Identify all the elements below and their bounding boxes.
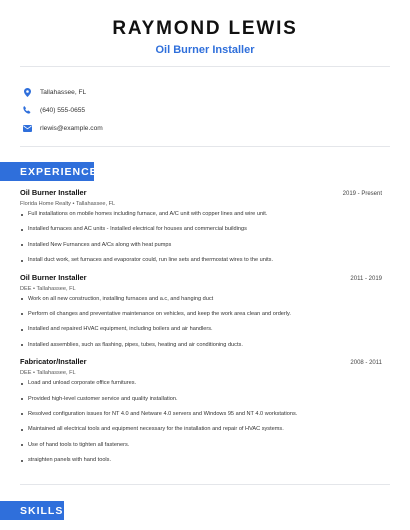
- email-icon: [22, 123, 32, 133]
- list-item: Installed New Furnances and A/Cs along with heat pumps: [20, 242, 382, 249]
- resume-header: [0, 0, 410, 56]
- job-entry: [20, 188, 382, 264]
- phone-icon: [22, 105, 32, 115]
- job-entry: [20, 357, 382, 464]
- contact-location: [22, 83, 103, 101]
- list-item: Load and unload corporate office furnitures.: [20, 380, 382, 387]
- contact-email: [22, 119, 103, 137]
- job-dates: 2008 - 2011: [350, 360, 382, 367]
- list-item: Maintained all electrical tools and equipment necessary for the installation and repair of HVAC systems.: [20, 426, 382, 433]
- email-text[interactable]: rlewis@example.com: [40, 124, 103, 132]
- candidate-name: RAYMOND LEWIS: [112, 18, 298, 39]
- list-item: Installed furnaces and AC units - Installed electrical for houses and commercial buildings: [20, 226, 382, 233]
- phone-text: (640) 555-0655: [40, 106, 86, 114]
- job-organization: Florida Home Realty • Tallahassee, FL: [20, 201, 116, 207]
- job-organization: DEE • Tallahassee, FL: [20, 370, 76, 377]
- list-item: Installed and repaired HVAC equipment, including boilers and air handlers.: [20, 326, 382, 333]
- header-divider: [20, 66, 390, 67]
- job-title-headline: Oil Burner Installer: [155, 44, 255, 56]
- job-bullets: [20, 296, 382, 349]
- job-title: Oil Burner Installer: [20, 188, 87, 197]
- list-item: Installed assemblies, such as flashing, pipes, tubes, heating and air conditioning ducts.: [20, 342, 382, 349]
- list-item: Work on all new construction, installing furnaces and a.c, and hanging duct: [20, 296, 382, 303]
- list-item: Install duct work, set furnaces and evaporator could, run line sets and thermostat wires to the units.: [20, 257, 382, 264]
- list-item: Use of hand tools to tighten all fasteners.: [20, 442, 382, 449]
- section-heading-skills: SKILLS: [0, 501, 64, 520]
- list-item: Resolved configuration issues for NT 4.0 and Netware 4.0 servers and Windows 95 and NT 4.0 workstations.: [20, 411, 382, 418]
- list-item: Perform oil changes and preventative maintenance on vehicles, and keep the work area clean and orderly.: [20, 311, 382, 318]
- location-pin-icon: [22, 87, 32, 97]
- job-title: Oil Burner Installer: [20, 272, 87, 282]
- job-organization: DEE • Tallahassee, FL: [20, 285, 76, 292]
- list-item: Full installations on mobile homes including furnace, and A/C unit with copper lines and wire unit.: [20, 211, 382, 218]
- list-item: Provided high-level customer service and quality installation.: [20, 396, 382, 403]
- job-bullets: [20, 211, 382, 264]
- contact-divider: [20, 146, 390, 147]
- experience-divider: [20, 484, 390, 485]
- location-text: Tallahassee, FL: [40, 88, 87, 96]
- job-title: Fabricator/Installer: [20, 357, 87, 367]
- job-dates: 2011 - 2019: [350, 275, 382, 282]
- section-heading-experience: EXPERIENCE: [0, 162, 94, 181]
- contact-info: [22, 83, 103, 137]
- list-item: straighten panels with hand tools.: [20, 457, 382, 464]
- contact-phone: [22, 101, 103, 119]
- job-dates: 2019 - Present: [342, 191, 382, 197]
- job-bullets: [20, 380, 382, 464]
- job-entry: [20, 273, 382, 349]
- experience-list: [20, 188, 382, 472]
